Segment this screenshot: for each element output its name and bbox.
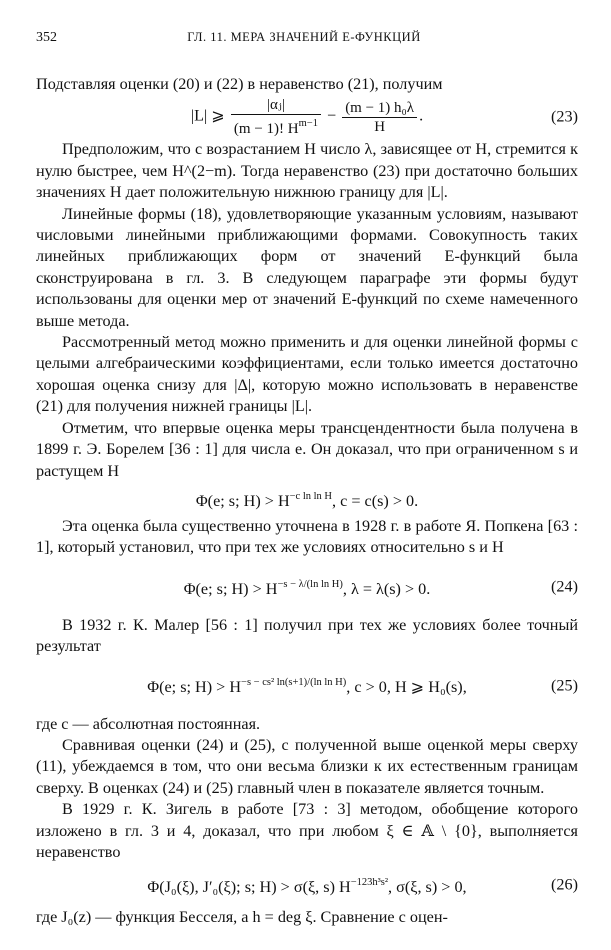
paragraph-3: Линейные формы (18), удовлетворяющие указанным условиям, называют числовыми линейными приближающими формами. Совокупность таких линейных приближающих форм от значений E-функций была сконструирована в гл. 3. В следующем параграфе эти формы будут использованы для оценки мер от значений E-функций по схеме намеченного выше метода. <box>36 204 578 330</box>
page-header <box>36 30 575 46</box>
paragraph-10: В 1929 г. К. Зигель в работе [73 : 3] методом, обобщение которого изложено в гл. 3 и 4, доказал, что при любом ξ ∈ 𝔸 \ {0}, выполняется неравенство <box>36 800 578 861</box>
equation-23-expr: |L| ⩾ $\frac{\text{|αⱼ|}}{(m - 1)! H^{m-1}}$ − $\frac{\text{(m − 1) h₀λ}}{H}$ . <box>190 97 424 138</box>
equation-26: Φ(J₀(ξ), J′₀(ξ); s; H) > σ(ξ, s) $H^{-123h^3s^2}$, σ(ξ, s) > 0, (26) <box>147 875 578 897</box>
running-title: ГЛ. 11. МЕРА ЗНАЧЕНИЙ Е-ФУНКЦИЙ <box>187 30 421 44</box>
paragraph-11: где J₀(z) — функция Бесселя, а h = deg ξ. Сравнение с оцен- <box>36 908 448 927</box>
page-number: 352 <box>36 30 57 45</box>
paragraph-4: Рассмотренный метод можно применить и для оценки линейной формы с целыми алгебраическими коэффициентами, если только имеется достаточно хорошая оценка снизу для |Δ|, которую можно использовать в неравенстве (21) для получения нижней границы |L|. <box>36 333 578 416</box>
equation-23 <box>36 95 578 139</box>
equation-25: Φ(e; s; $H) > H^{-s - cs^2 ln(s+1)/(ln ln H)}$, c > 0, H ⩾ H₀(s), (25) <box>147 675 578 697</box>
equation-number-26: (26) <box>551 875 578 894</box>
page-body <box>36 74 578 929</box>
equation-number-23: (23) <box>551 107 578 126</box>
paragraph-8: где c — абсолютная постоянная. <box>36 714 261 733</box>
equation-number-25: (25) <box>551 675 578 694</box>
paragraph-6: Эта оценка была существенно уточнена в 1928 г. в работе Я. Попкена [63 : 1], который установил, что при тех же условиях относительно s и H <box>36 516 578 557</box>
paragraph-2: Предположим, что с возрастанием H число λ, зависящее от H, стремится к нулю быстрее, чем H^(2−m). Тогда неравенство (23) при достаточно больших значениях H дает положительную нижнюю границу для |L|. <box>36 140 578 202</box>
equation-borel: Φ(e; s; $H) > H^{-c ln ln H}$, c = c(s) > 0. <box>195 490 419 510</box>
fraction-1: $\frac{\text{|αⱼ|}}{(m - 1)! H^{m-1}}$ <box>231 96 321 138</box>
paragraph-5: Отметим, что впервые оценка меры трансцендентности была получена в 1899 г. Э. Борелем [36 : 1] для числа e. Он доказал, что при ограниченном s и растущем H <box>36 418 578 480</box>
paragraph-7: В 1932 г. К. Малер [56 : 1] получил при тех же условиях более точный результат <box>36 615 578 656</box>
equation-24: Φ(e; s; $H) > H^{-s - \lambda/(ln ln H)}$, λ = λ(s) > 0. (24) <box>183 577 578 598</box>
fraction-2: $\frac{\text{(m − 1) h₀λ}}{H}$ <box>342 99 417 136</box>
equation-number-24: (24) <box>551 577 578 596</box>
paragraph-1: Подставляя оценки (20) и (22) в неравенство (21), получим <box>36 75 443 93</box>
paragraph-9: Сравнивая оценки (24) и (25), с полученной выше оценкой меры сверху (11), убеждаемся в том, что они весьма близки к их естественным границам сверху. В оценках (24) и (25) главный член в показателе является точным. <box>36 735 578 797</box>
